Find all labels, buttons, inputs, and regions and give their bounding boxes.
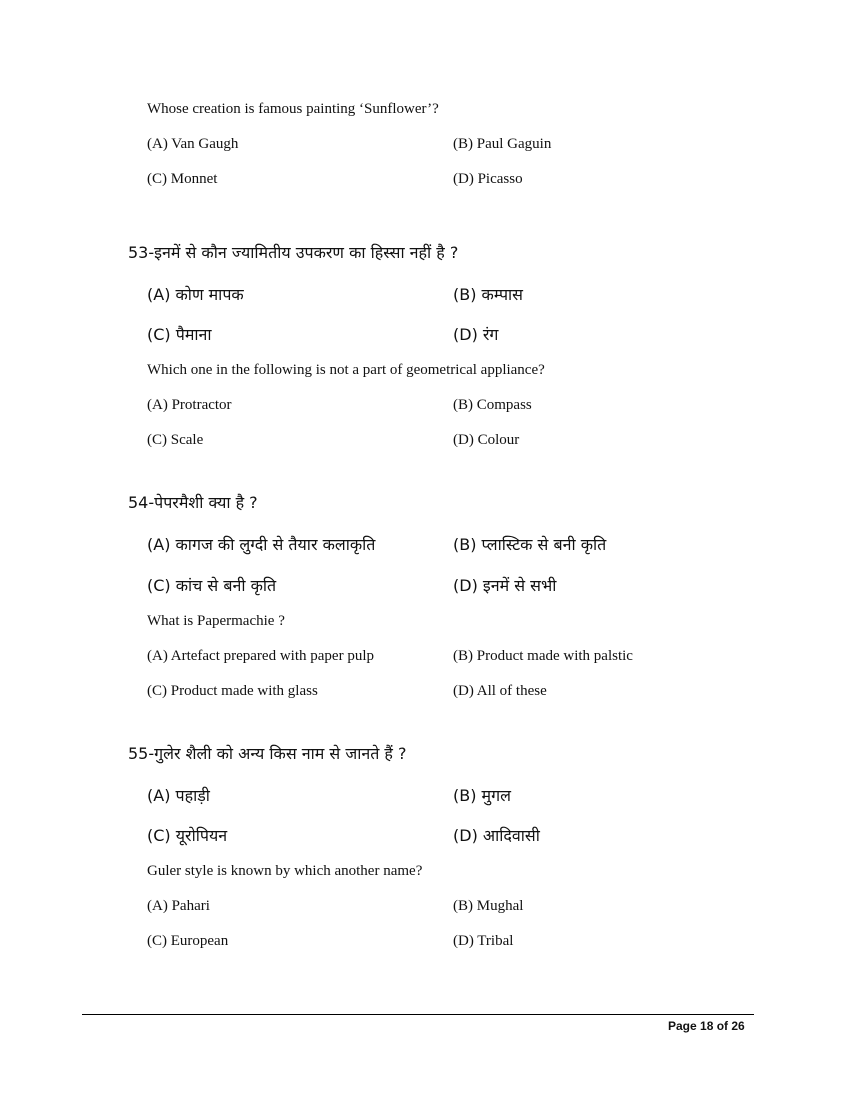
q55-hi-option-d: (D) आदिवासी (453, 826, 540, 845)
q54-hi-option-c: (C) कांच से बनी कृति (147, 576, 277, 595)
q53-hindi-text: 53-इनमें से कौन ज्यामितीय उपकरण का हिस्सा नहीं है ? (128, 243, 459, 262)
q54-hi-option-a: (A) कागज की लुग्दी से तैयार कलाकृति (147, 535, 376, 554)
footer-divider (82, 1014, 754, 1015)
q54-english-text: What is Papermachie ? (147, 613, 285, 629)
q55-en-option-c: (C) European (147, 933, 229, 949)
q55-en-option-a: (A) Pahari (147, 898, 210, 914)
prev-option-b: (B) Paul Gaguin (453, 136, 552, 152)
q55-en-option-b: (B) Mughal (453, 898, 524, 914)
q55-hi-option-a: (A) पहाड़ी (147, 786, 210, 805)
q53-en-option-c: (C) Scale (147, 432, 204, 448)
q55-hindi-text: 55-गुलेर शैली को अन्य किस नाम से जानते हैं ? (128, 744, 407, 763)
q54-hindi-text: 54-पेपरमैशी क्या है ? (128, 493, 258, 512)
q55-en-option-d: (D) Tribal (453, 933, 514, 949)
q54-en-option-b: (B) Product made with palstic (453, 648, 633, 664)
q54-en-option-c: (C) Product made with glass (147, 683, 318, 699)
prev-option-c: (C) Monnet (147, 171, 218, 187)
prev-question-en-text: Whose creation is famous painting ‘Sunflower’? (147, 101, 439, 117)
q55-english-text: Guler style is known by which another name? (147, 863, 423, 879)
prev-option-a: (A) Van Gaugh (147, 136, 239, 152)
q53-english-text: Which one in the following is not a part of geometrical appliance? (147, 362, 545, 378)
q53-hi-option-c: (C) पैमाना (147, 325, 212, 344)
q53-en-option-b: (B) Compass (453, 397, 532, 413)
q53-hi-option-d: (D) रंग (453, 325, 499, 344)
q53-hi-option-b: (B) कम्पास (453, 285, 523, 304)
page-number: Page 18 of 26 (668, 1019, 745, 1033)
q53-en-option-a: (A) Protractor (147, 397, 232, 413)
q53-en-option-d: (D) Colour (453, 432, 520, 448)
q53-hi-option-a: (A) कोण मापक (147, 285, 244, 304)
prev-option-d: (D) Picasso (453, 171, 523, 187)
q54-hi-option-d: (D) इनमें से सभी (453, 576, 557, 595)
q54-en-option-d: (D) All of these (453, 683, 547, 699)
q54-en-option-a: (A) Artefact prepared with paper pulp (147, 648, 374, 664)
q54-hi-option-b: (B) प्लास्टिक से बनी कृति (453, 535, 607, 554)
q55-hi-option-c: (C) यूरोपियन (147, 826, 228, 845)
q55-hi-option-b: (B) मुगल (453, 786, 511, 805)
